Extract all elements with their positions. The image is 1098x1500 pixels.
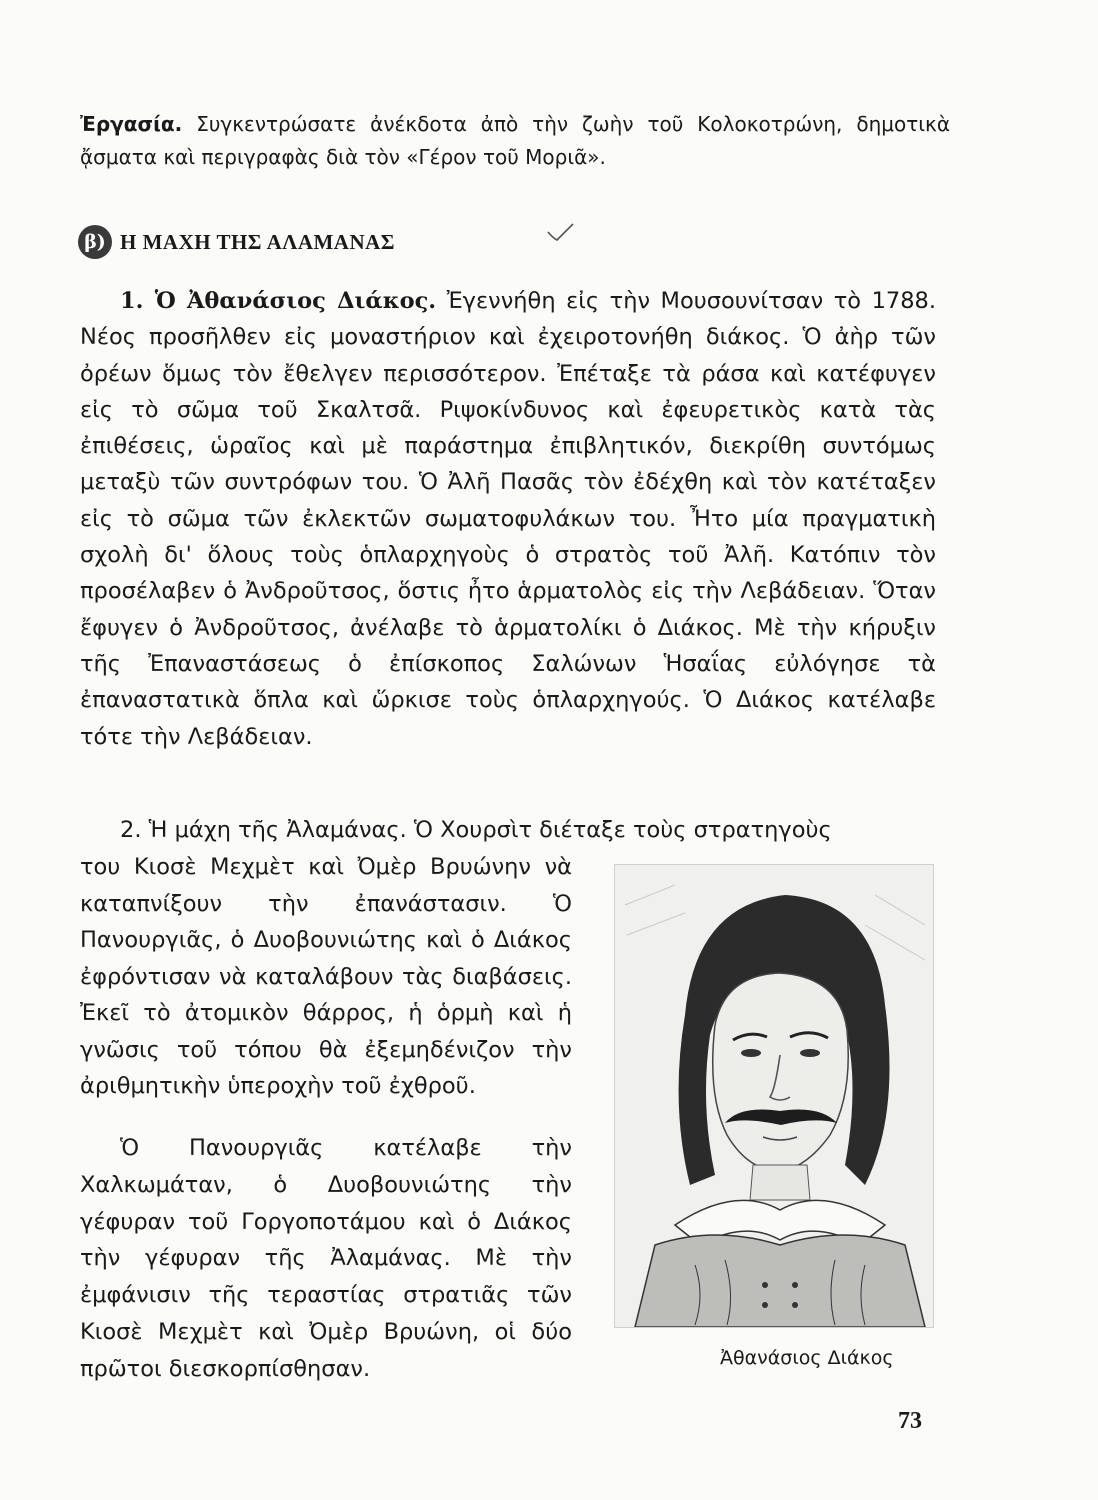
exercise-paragraph <box>80 108 950 174</box>
section-marker: β) <box>78 225 112 259</box>
paragraph2-first-line-text: Ὁ Χουρσὶτ διέταξε τοὺς στρατηγοὺς <box>413 817 832 843</box>
section-title: Η ΜΑΧΗ ΤΗΣ ΑΛΑΜΑΝΑΣ <box>120 229 396 254</box>
pencil-checkmark-icon <box>545 222 575 246</box>
portrait-drawing <box>615 865 933 1327</box>
paragraph2-body: του Κιοσὲ Μεχμὲτ καὶ Ὀμὲρ Βρυώνην νὰ καταπνίξουν τὴν ἐπανάστασιν. Ὁ Πανουργιᾶς, ὁ Δυοβουνιώτης καὶ ὁ Διάκος ἐφρόντισαν νὰ καταλάβουν τὰς διαβάσεις. Ἐκεῖ τὸ ἀτομικὸν θάρρος, ἡ ὁρμὴ καὶ ἡ γνῶσις τοῦ τόπου θὰ ἐξεμηδένιζον τὴν ἀριθμητικὴν ὑπεροχὴν τοῦ ἐχθροῦ. <box>80 854 572 1099</box>
paragraph2-lead: 2. Ἡ μάχη τῆς Ἀλαμάνας. <box>120 817 407 843</box>
paragraph1-lead: 1. Ὁ Ἀθανάσιος Διάκος. <box>120 288 437 314</box>
exercise-text: Συγκεντρώσατε ἀνέκδοτα ἀπὸ τὴν ζωὴν τοῦ Κολοκοτρώνη, δημοτικὰ ᾄσματα καὶ περιγραφὰς διὰ τὸν «Γέρον τοῦ Μοριᾶ». <box>80 112 951 169</box>
section-heading <box>78 222 395 262</box>
paragraph2-first-line <box>80 812 936 849</box>
paragraph3-body: Ὁ Πανουργιᾶς κατέλαβε τὴν Χαλκωμάταν, ὁ Δυοβουνιώτης τὴν γέφυραν τοῦ Γοργοποτάμου καὶ ὁ Διάκος τὴν γέφυραν τῆς Ἀλαμάνας. Μὲ τὴν ἐμφάνισιν τῆς τεραστίας στρατιᾶς τῶν Κιοσὲ Μεχμὲτ καὶ Ὀμὲρ Βρυώνη, οἱ δύο πρῶτοι διεσκορπίσθησαν. <box>80 1135 572 1382</box>
exercise-label: Ἐργασία. <box>80 112 183 136</box>
paragraph-athanasios-diakos <box>80 283 936 755</box>
paragraph1-text: Ἐγεννήθη εἰς τὴν Μουσουνίτσαν τὸ 1788. Νέος προσῆλθεν εἰς μοναστήριον καὶ ἐχειροτονήθη διάκος. Ὁ ἀὴρ τῶν ὀρέων ὅμως τὸν ἔθελγεν περισσότερον. Ἐπέταξε τὰ ράσα καὶ κατέφυγεν εἰς τὸ σῶμα τοῦ Σκαλτσᾶ. Ριψοκίνδυνος καὶ ἐφευρετικὸς κατὰ τὰς ἐπιθέσεις, ὡραῖος καὶ μὲ παράστημα ἐπιβλητικόν, διεκρίθη συντόμως μεταξὺ τῶν συντρόφων του. Ὁ Ἀλῆ Πασᾶς τὸν ἐδέχθη καὶ τὸν κατέταξεν εἰς τὸ σῶμα τῶν ἐκλεκτῶν σωματοφυλάκων του. Ἦτο μία πραγματικὴ σχολὴ δι' ὅλους τοὺς ὁπλαρχηγοὺς ὁ στρατὸς τοῦ Ἀλῆ. Κατόπιν τὸν προσέλαβεν ὁ Ἀνδροῦτσος, ὅστις ἦτο ἁρματολὸς εἰς τὴν Λεβάδειαν. Ὅταν ἔφυγεν ὁ Ἀνδροῦτσος, ἀνέλαβε τὸ ἁρματολίκι ὁ Διάκος. Μὲ τὴν κήρυξιν τῆς Ἐπαναστάσεως ὁ ἐπίσκοπος Σαλώνων Ἡσαΐας εὐλόγησε τὰ ἐπαναστατικὰ ὅπλα καὶ ὥρκισε τοὺς ὁπλαρχηγούς. Ὁ Διάκος κατέλαβε τότε τὴν Λεβάδειαν. <box>80 288 936 750</box>
portrait-illustration <box>614 864 934 1328</box>
page-number: 73 <box>898 1408 922 1434</box>
portrait-caption: Ἀθανάσιος Διάκος <box>720 1347 894 1369</box>
